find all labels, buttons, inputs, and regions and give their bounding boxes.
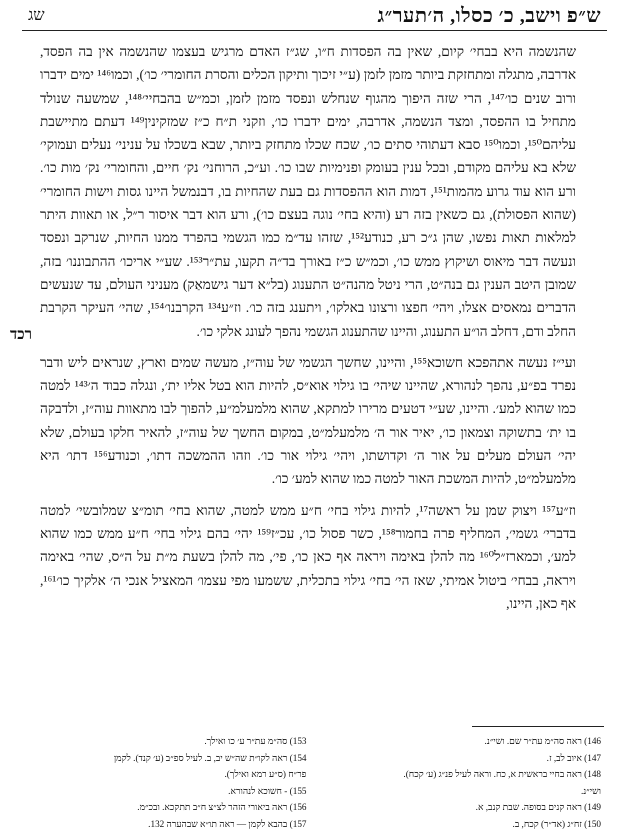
paragraph: ועי״ז נעשה אתהפכא חשוכא¹⁵⁵, והיינו, שחשך הגשמי של עוה״ז, מעשה שמים וארץ, שנראים ליש ודבר נפרד בפ״ע, נהפך לנהורא, שהיינו שיהי׳ בו גילוי אוא״ס, להיות הוא בטל אליו ית׳, ונגלה כבוד ה׳¹⁴³ למטה כמו שהוא למע׳. והיינו, שע״י דטעים מרירו למתקא, שהוא מלמעלמ״ע, להפוך לבו מתאוות עוה״ז, ולדבקה בו ית׳ בתשוקה וצמאון כו׳, יאיר אור ה׳ מלמעלמ״ט, במקום החשך של עוה״ז, להאיר חלקו בעולם, שלא יהי׳ העולם מעלים על אור ה׳ וקדושתו, ויהי׳ גילוי אור כו׳. וזהו ההמשכה דתו׳, וכנודע¹⁵⁶ דתו׳ היא מלמעלמ״ט, להיות המשכת האור למטה כמו שהוא למע׳ כו׳. <box>40 354 576 487</box>
paragraph: שהנשמה היא בבחי׳ קיום, שאין בה הפסדות ח״ו, שג״ז האדם מרגיש בעצמו שהנשמה אין בה הפסד, אדרבה, מתגלה ומתחזקת ביותר מזמן לזמן (ע״י זיכוך ותיקון הכלים והסרת החומרי׳ כו׳), וכמו¹⁴⁶ ימים ידברו ורוב שנים כו׳¹⁴⁷, הרי שזה היפוך מהגוף שנחלש ונפסד מזמן לזמן, וכמ״ש בהבחיי׳¹⁴⁸, שמשעה שנולד מתחיל בו ההפסד, ומצד הנשמה, אדרבה, ימים ידברו כו׳, וזקני ת״ח כ״ז שמזקינין¹⁴⁹ דעתם מתיישבת עליהם¹⁵⁰, וכמו¹⁵⁰ סבא דעתוהי סתים כו׳, שכח שכלו מתחזק ביותר, שבא בשכלו על עניני׳ נעלים ועמוקי׳ שלא בא עליהם מקודם, ובכל ענין בעומק ופנימיות שבו כו׳. וע״כ, הרוחני׳ נק׳ חיים, והחומרי׳ נק׳ מות כו׳. ורע הוא עוד גרוע מהמות¹⁵¹, דמות הוא ההפסדות גם בעת שהחיות בו, דבנמשל היינו גסות וישות החומרי׳ (שהוא הפסולת), גם כשאין בזה רע (והיא בחי׳ נוגה בעצם כו׳), ורע הוא דבר איסור ר״ל, או תאוות היתר למלאות תאות נפשו, שהן ג״כ רע, כנודע¹⁵², שזהו עד״מ כמו הגשמי בהפרד ממנו החיות, שנרקב ונפסד ונעשה דבר מיאוס ושיקוץ ממש כו׳, וכמ״ש כ״ז באורך בד״ה תקעו, עת״ר¹⁵³. שע״י אריכו׳ ההתבוננו׳ בזה, שמובן היטב הענין גם בנה״ט, הרי ניטל מהנה״ט התענוג (בל״א דער גישמאַק) מעניני העולם, עד שנעשים הדברים נמאסים אצלו, ויהי׳ חפצו ורצונו באלקו׳, ויתענג בזה כו׳. וז״ע¹³⁴ הקרבנו׳¹⁵⁴, שהי׳ העיקר הקרבת החלב ודם, דחלב הו״ע התענוג, והיינו שהתענוג הגשמי נהפך לעונג אלקי כו׳. <box>40 44 577 339</box>
paragraph: וז״ע¹⁵⁷ ויצוק שמן על ראשה¹⁷, להיות גילוי בחי׳ ח״ע ממש למטה, שהוא בחי׳ תומ״צ שמלובשי׳ למטה בדברי׳ גשמי׳, המחליף פרה בחמור¹⁵⁸, כשר פסול כו׳, עכ״ז¹⁵⁹ יהי׳ בהם גילוי בחי׳ ח״ע ממש כמו שהוא למע׳, וכמארז״ל¹⁶⁰ מה להלן באימה ויראה אף כאן כו׳, פי׳, מה להלן בשעת מ״ת על ה״ס, שהי׳ באימה ויראה, בבחי׳ ביטול אמיתי, שאז הי׳ בחי׳ גילוי בתכלית, ששמעו מפי עצמו׳ המאציל אנכי ה׳ אלקיך כו׳¹⁶¹, אף כאן, היינו, <box>40 502 577 611</box>
footnote: 150) זח״ג (אד״ר) קכח, ב. <box>512 818 601 829</box>
footnote: 147) איוב לב, ז. <box>546 752 601 763</box>
main-text <box>40 40 576 615</box>
footnote: פר״ח (ס״ע רמא ואילך). <box>224 769 307 779</box>
footnotes-right-column <box>325 733 602 832</box>
footnote-divider <box>472 726 604 727</box>
footnote: ושי״נ. <box>580 785 601 796</box>
footnote: 146) ראה סה״מ עת״ר שם. ושי״נ. <box>484 736 601 746</box>
footnotes <box>30 733 601 832</box>
page-number: שג <box>28 7 45 24</box>
footnote: 149) ראה קנים בסופה. שבת קנב, א. <box>475 802 601 812</box>
footnote: 153) סה״מ עת״ר ע׳ כו ואילך. <box>204 736 307 746</box>
footnote: 154) ראה לקו״ת שה״ש יב, ב. לעיל ספ״ב (ע׳ קנד). לקמן <box>113 752 307 763</box>
margin-page-reference: רכד <box>10 327 32 343</box>
running-title: ש״פ וישב, כ׳ כסלו, ה׳תער״ג <box>377 4 601 27</box>
footnote: 148) ראה בחיי בראשית א, כח. וראה לעיל פנ״ג (ע׳ קכח). <box>403 769 601 779</box>
footnote: 157) בהבא לקמן — ראה תו״א שבהערה 132. <box>148 818 307 829</box>
header-divider <box>22 30 607 31</box>
footnote: 156) ראה ביאורי הזהר לצ״צ ח״ב תתקכא. ובכ״מ. <box>137 802 307 812</box>
footnotes-left-column <box>30 733 307 832</box>
footnote: 155) - חשוכא לנהורא. <box>228 785 307 796</box>
page-header <box>28 4 601 28</box>
